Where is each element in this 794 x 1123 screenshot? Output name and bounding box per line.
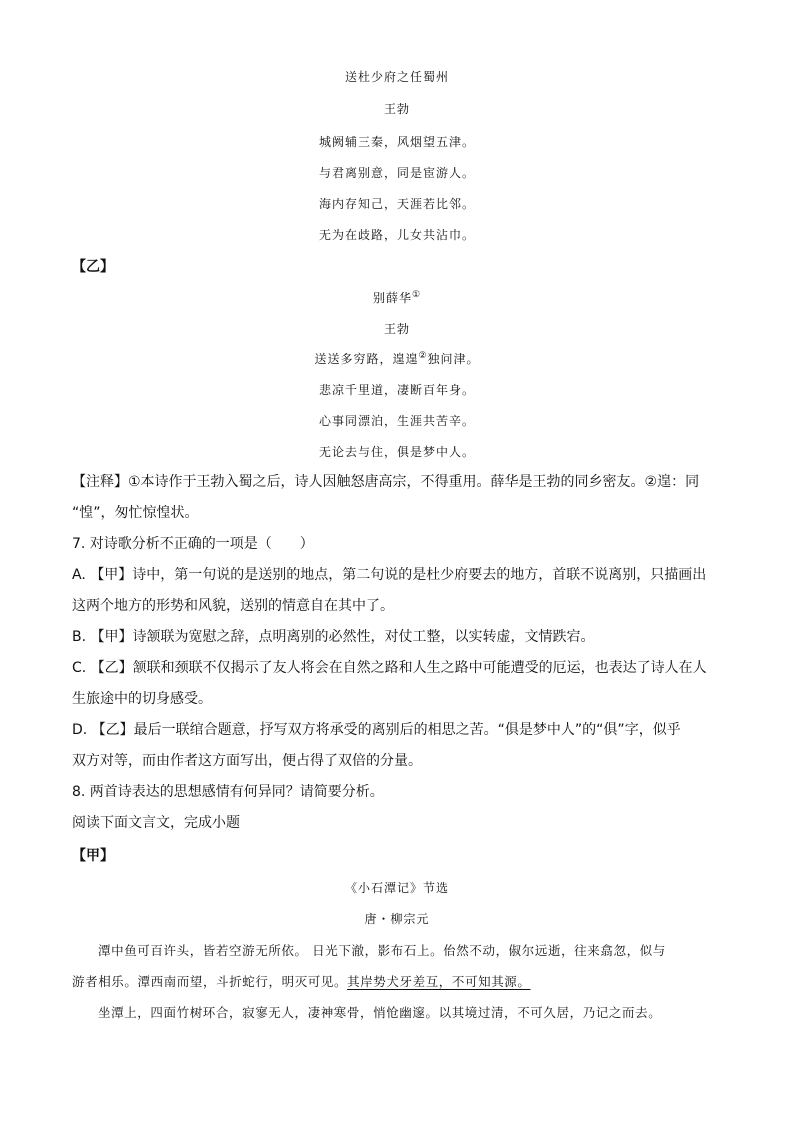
notes-line-2: “惶”，匆忙惊惶状。 (72, 505, 199, 521)
prose-author: 唐・柳宗元 (364, 912, 430, 926)
poem-a-line-1: 城阙辅三秦，风烟望五津。 (318, 135, 475, 149)
notes-line-1: 【注释】①本诗作于王勃入蜀之后，诗人因触怒唐高宗，不得重用。薛华是王勃的同乡密友。②遑：同 (72, 474, 700, 490)
option-c-line-1: C. 【乙】颔联和颈联不仅揭示了友人将会在自然之路和人生之路中可能遭受的厄运，也表达了诗人在人 (72, 660, 707, 676)
prose-p1-line2-text: 游者相乐。潭西南而望，斗折蛇行，明灭可见。 (72, 974, 348, 989)
poem-b-line-3: 心事同漂泊，生涯共苦辛。 (318, 414, 475, 428)
prose-paragraph-1-line-2 (72, 972, 722, 990)
poem-b-title (0, 289, 794, 306)
option-c-line-2: 生旅途中的切身感受。 (72, 691, 212, 707)
poem-a-line-3: 海内存知己，天涯若比邻。 (318, 197, 475, 211)
poem-b-line-1-a: 送送多穷路，遑遑 (314, 352, 419, 366)
label-jia: 【甲】 (72, 848, 114, 864)
poem-b-line-1 (0, 350, 794, 367)
poem-b-line-2: 悲凉千里道，凄断百年身。 (318, 383, 475, 397)
prose-underlined-sentence: 其岸势犬牙差互，不可知其源。 (347, 974, 531, 989)
poem-a-line-4: 无为在歧路，儿女共沾巾。 (318, 228, 475, 242)
prose-title: 《小石潭记》节选 (344, 881, 449, 895)
option-d-line-1: D. 【乙】最后一联绾合题意，抒写双方将承受的离别后的相思之苦。“俱是梦中人”的“俱”字，似乎 (72, 722, 681, 738)
poem-b-author: 王勃 (383, 322, 410, 336)
poem-b-line-4: 无论去与住，俱是梦中人。 (318, 445, 475, 459)
poem-a-author: 王勃 (383, 102, 410, 116)
poem-a-line-2: 与君离别意，同是宦游人。 (318, 166, 475, 180)
option-a-line-2: 这两个地方的形势和风貌，送别的情意自在其中了。 (72, 598, 394, 614)
prose-paragraph-1-line-1: 潭中鱼可百许头，皆若空游无所依。 日光下澈，影布石上。佁然不动，俶尔远逝，往来翕忽，似与 (98, 943, 666, 958)
label-yi: 【乙】 (72, 259, 114, 275)
poem-b-line-1-note: ② (418, 351, 428, 361)
poem-a-title: 送杜少府之任蜀州 (344, 70, 449, 84)
poem-b-title-note: ① (411, 290, 422, 300)
prose-paragraph-2: 坐潭上，四面竹树环合，寂寥无人，凄神寒骨，悄怆幽邃。以其境过清，不可久居，乃记之而去。 (98, 1005, 662, 1020)
question-8: 8. 两首诗表达的思想感情有何异同？请简要分析。 (72, 784, 384, 800)
question-7-stem: 7. 对诗歌分析不正确的一项是（ ） (72, 536, 314, 552)
reading-intro: 阅读下面文言文，完成小题 (72, 815, 240, 831)
option-d-line-2: 双方对等，而由作者这方面写出，便占得了双倍的分量。 (72, 753, 422, 769)
poem-b-line-1-b: 独问津。 (427, 352, 480, 366)
option-b: B. 【甲】诗颔联为宽慰之辞，点明离别的必然性，对仗工整，以实转虚，文情跌宕。 (72, 629, 595, 645)
poem-b-title-text: 别薛华 (372, 291, 412, 305)
option-a-line-1: A. 【甲】诗中，第一句说的是送别的地点，第二句说的是杜少府要去的地方，首联不说离别，只描画出 (72, 567, 707, 583)
